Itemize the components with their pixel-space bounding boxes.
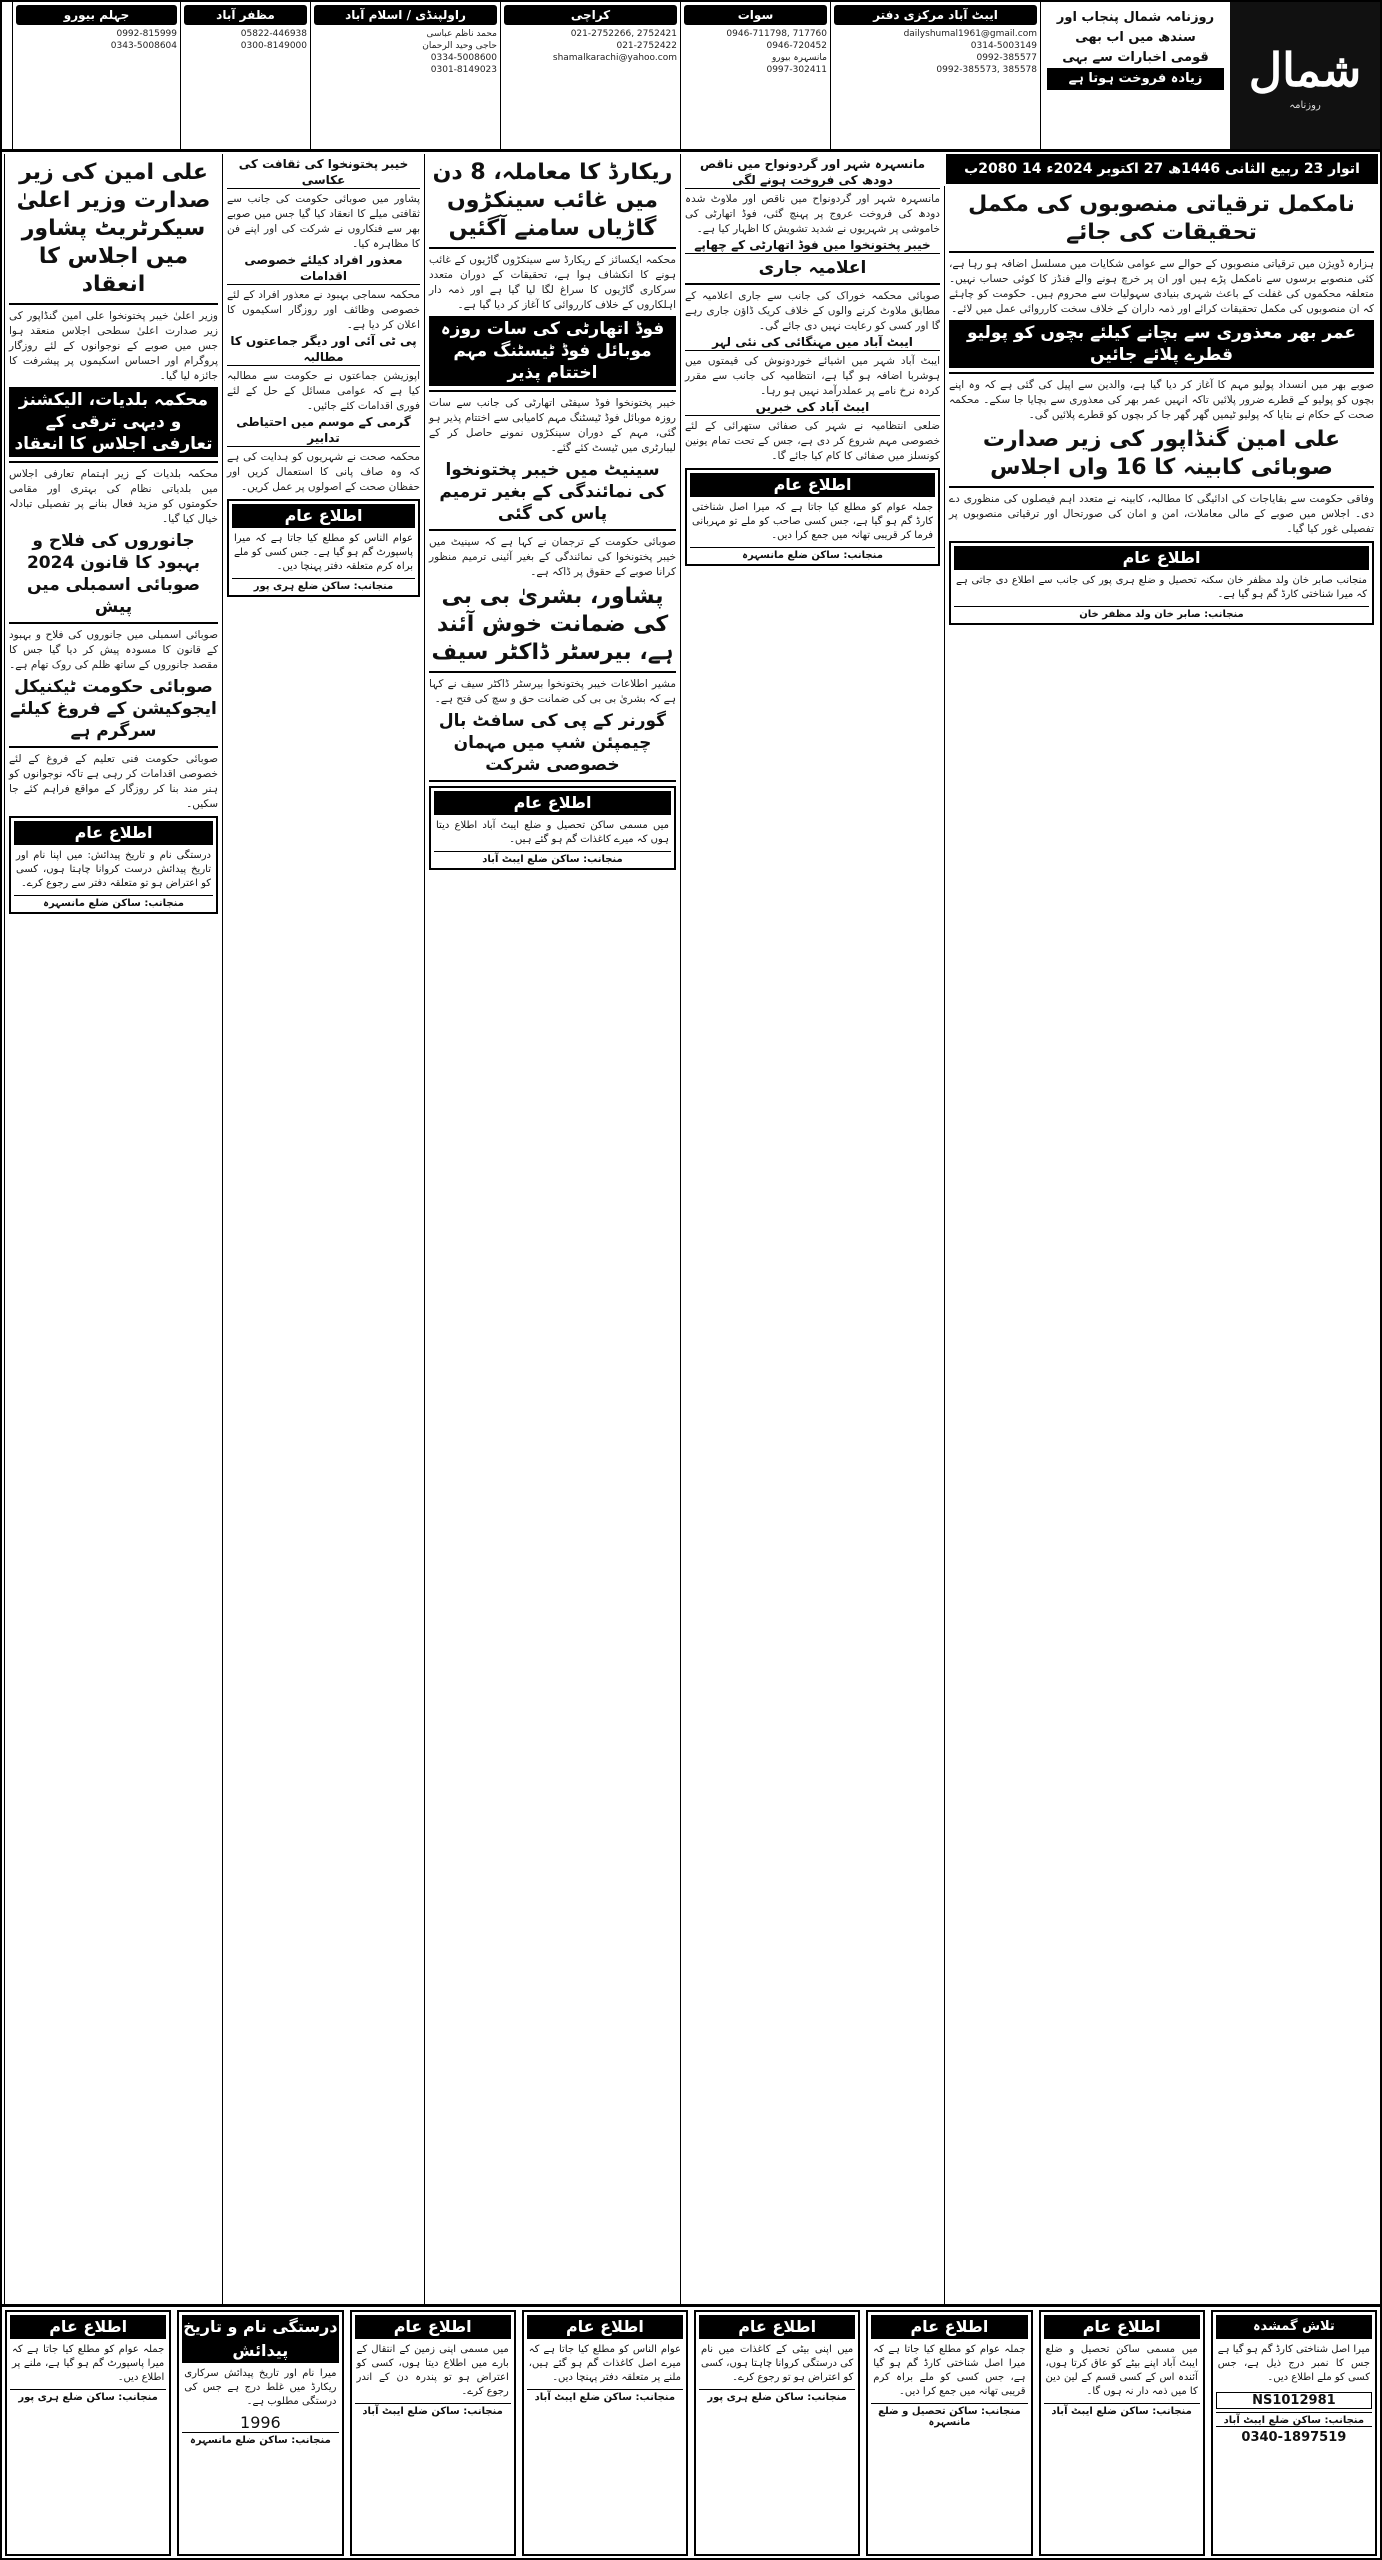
bureau-box <box>12 2 180 149</box>
article-body: ضلعی انتظامیہ نے شہر کی صفائی ستھرائی کے لئے خصوصی مہم شروع کر دی ہے، جس کے تحت تمام یونین کونسلز میں صفائی کا کام کیا جائے گا۔ <box>685 420 940 462</box>
notice-body: عوام الناس کو مطلع کیا جاتا ہے کہ میرا پاسپورٹ گم ہو گیا ہے۔ جس کسی کو ملے براہ کرم متعلقہ دفتر پہنچا دیں۔ <box>234 533 413 572</box>
article-body: صوبائی اسمبلی میں جانوروں کی فلاح و بہبود کے قانون کا مسودہ پیش کر دیا گیا جس کا مقصد جانوروں کے ساتھ ظلم کی روک تھام ہے۔ <box>9 629 218 671</box>
article-body: وزیر اعلیٰ خیبر پختونخوا علی امین گنڈاپور کی زیر صدارت اعلیٰ سطحی اجلاس منعقد ہوا جس میں صوبے کے نوجوانوں کے لئے روزگار پروگرام اور احساس اسکیموں پر پیشرفت کا جائزہ لیا گیا۔ <box>9 310 218 382</box>
notice-title: اطلاع عام <box>699 2315 855 2339</box>
headline: عمر بھر معذوری سے بچانے کیلئے بچوں کو پولیو قطرے پلائے جائیں <box>949 320 1374 368</box>
article-body: وفاقی حکومت سے بقایاجات کی ادائیگی کا مطالبہ، کابینہ نے متعدد اہم فیصلوں کی منظوری دے دی۔ اجلاس میں صوبے کے مالی معاملات، امن و امان کی صورتحال اور ترقیاتی منصوبوں پر تفصیلی غور کیا گیا۔ <box>949 493 1374 535</box>
divider <box>685 283 940 285</box>
bureau-contact-line: 0334-5008600 <box>430 53 497 63</box>
notice-signature: منجانب: ساکن ضلع ہری پور <box>232 578 415 592</box>
divider <box>429 247 676 249</box>
motto-box <box>1040 2 1230 149</box>
notice-body: میں مسمی ساکن تحصیل و ضلع ایبٹ آباد اطلاع دیتا ہوں کہ میرے کاغذات گم ہو گئے ہیں۔ <box>436 820 669 845</box>
bureau-contact-line: 0300-8149000 <box>240 41 307 51</box>
notice-title: اطلاع عام <box>954 546 1369 570</box>
notice-box <box>949 541 1374 625</box>
notice-signature: منجانب: ساکن ضلع مانسہرہ <box>690 547 935 561</box>
headline: علی امین کی زیر صدارت وزیر اعلیٰ سیکرٹریٹ پشاور میں اجلاس کا انعقاد <box>16 160 211 297</box>
bureau-contact-line: محمد ناظم عباسی <box>426 29 497 39</box>
headline: محکمہ بلدیات، الیکشنز و دیہی ترقی کے تعارفی اجلاس کا انعقاد <box>9 387 218 457</box>
bureau-title: ایبٹ آباد مرکزی دفتر <box>834 5 1037 25</box>
bureau-contact-line: 0946-720452 <box>766 41 827 51</box>
subheadline: خیبر پختونخوا میں فوڈ اتھارٹی کے چھاپے <box>685 237 940 254</box>
notice-body: جملہ عوام کو مطلع کیا جاتا ہے کہ میرا اصل شناختی کارڈ گم ہو گیا ہے، جس کسی کو ملے براہ کرم قریبی تھانہ میں جمع کرا دیں۔ <box>873 2344 1026 2397</box>
notice-title: اطلاع عام <box>355 2315 511 2339</box>
article-body: صوبائی حکومت فنی تعلیم کے فروغ کے لئے خصوصی اقدامات کر رہی ہے تاکہ نوجوانوں کو ہنر مند بنا کر روزگار کے مواقع فراہم کئے جا سکیں۔ <box>9 753 218 810</box>
notice-box <box>227 499 420 597</box>
headline: اعلامیہ جاری <box>758 258 867 278</box>
subheadline: مانسہرہ شہر اور گردونواح میں ناقص دودھ کی فروخت ہونے لگی <box>685 156 940 189</box>
notice-box <box>9 816 218 914</box>
subheadline: معذور افراد کیلئے خصوصی اقدامات <box>227 252 420 285</box>
notice-body: درستگی نام و تاریخ پیدائش: میں اپنا نام اور تاریخ پیدائش درست کروانا چاہتا ہوں، کسی کو اعتراض ہو تو متعلقہ دفتر سے رجوع کرے۔ <box>16 850 211 889</box>
classified-notice <box>5 2310 171 2556</box>
bureau-contact-line: 0992-385577 <box>976 53 1037 63</box>
subheadline: گرمی کے موسم میں احتیاطی تدابیر <box>227 414 420 447</box>
motto-line: سندھ میں اب بھی <box>1075 30 1196 45</box>
headline: پشاور، بشریٰ بی بی کی ضمانت خوش آئند ہے، بیرسٹر ڈاکٹر سیف <box>431 584 674 665</box>
article-body: مانسہرہ شہر اور گردونواح میں ناقص اور ملاوٹ شدہ دودھ کی فروخت عروج پر پہنچ گئی، فوڈ اتھارٹی کی خاموشی پر شہریوں نے شدید تشویش کا اظہار کیا ہے۔ <box>685 193 940 235</box>
article-body: پشاور میں صوبائی حکومت کی جانب سے ثقافتی میلے کا انعقاد کیا گیا جس میں صوبے بھر سے فنکاروں نے شرکت کی اور اپنے فن کا مظاہرہ کیا۔ <box>227 193 420 250</box>
notice-number: 1996 <box>240 2413 281 2432</box>
subheadline: ایبٹ آباد کی خبریں <box>685 399 940 416</box>
notice-number: NS1012981 <box>1216 2392 1372 2409</box>
classified-notice <box>350 2310 516 2556</box>
bureau-contact-line: 021-2752266, 2752421 <box>570 29 677 39</box>
notice-signature: منجانب: صابر خان ولد مظفر خان <box>954 606 1369 620</box>
notice-body: عوام الناس کو مطلع کیا جاتا ہے کہ میرے اصل کاغذات گم ہو گئے ہیں، ملنے پر متعلقہ دفتر پہنچا دیں۔ <box>528 2344 681 2383</box>
notice-body: میں مسمی ساکن تحصیل و ضلع ایبٹ آباد اپنے بیٹے کو عاق کرتا ہوں، آئندہ اس کے کسی قسم کے لین دین کا میں ذمہ دار نہ ہوں گا۔ <box>1045 2344 1198 2397</box>
classified-notice <box>522 2310 688 2556</box>
divider <box>429 529 676 531</box>
classified-notice <box>694 2310 860 2556</box>
article-body: صوبے بھر میں انسداد پولیو مہم کا آغاز کر دیا گیا ہے، والدین سے اپیل کی گئی ہے کہ وہ اپنے بچوں کو پولیو کے قطرے ضرور پلائیں تاکہ انہیں عمر بھر کی معذوری سے بچایا جا سکے۔ محکمہ صحت کے حکام نے بتایا کہ پولیو ٹیمیں گھر گھر جا کر بچوں کو قطرے پلائیں گی۔ <box>949 379 1374 421</box>
headline: نامکمل ترقیاتی منصوبوں کی مکمل تحقیقات کی جائے <box>968 192 1355 245</box>
notice-body: میرا نام اور تاریخ پیدائش سرکاری ریکارڈ میں غلط درج ہے جس کی درستگی مطلوب ہے۔ <box>184 2368 337 2407</box>
bureau-contact-line: 0992-815999 <box>116 29 177 39</box>
notice-body: جملہ عوام کو مطلع کیا جاتا ہے کہ میرا اصل شناختی کارڈ گم ہو گیا ہے، جس کسی صاحب کو ملے تو مہربانی فرما کر قریبی تھانہ میں جمع کرا دیں۔ <box>692 502 933 541</box>
motto-line: روزنامہ شمال پنجاب اور <box>1056 10 1215 25</box>
news-column <box>680 154 944 2304</box>
subheadline: ایبٹ آباد میں مہنگائی کی نئی لہر <box>685 334 940 351</box>
subheadline: خیبر پختونخوا کی ثقافت کی عکاسی <box>227 156 420 189</box>
notice-signature: منجانب: ساکن ضلع ایبٹ آباد <box>527 2389 683 2403</box>
article-body: محکمہ سماجی بہبود نے معذور افراد کے لئے خصوصی وظائف اور روزگار اسکیموں کا اعلان کر دیا ہے۔ <box>227 289 420 331</box>
bottom-ads-row <box>2 2304 1380 2560</box>
news-column <box>222 154 424 2304</box>
notice-title: اطلاع عام <box>871 2315 1027 2339</box>
notice-body: میں مسمی اپنی زمین کے انتقال کے بارے میں اطلاع دیتا ہوں، کسی کو اعتراض ہو تو پندرہ دن کے اندر رجوع کرے۔ <box>356 2344 509 2397</box>
logo-subtitle: روزنامہ <box>1289 100 1321 111</box>
bureau-contact-line: 0992-385573, 385578 <box>936 65 1037 75</box>
classified-notice <box>866 2310 1032 2556</box>
divider <box>9 303 218 305</box>
notice-signature: منجانب: ساکن ضلع ہری پور <box>699 2389 855 2403</box>
bureau-box <box>180 2 310 149</box>
bureau-contact-line: dailyshumal1961@gmail.com <box>903 29 1037 39</box>
divider <box>949 486 1374 488</box>
notice-title: درستگی نام و تاریخ پیدائش <box>182 2315 338 2363</box>
divider <box>9 461 218 463</box>
bureau-title: کراچی <box>504 5 677 25</box>
bureau-contact-line: 0997-302411 <box>766 65 827 75</box>
headline: جانوروں کی فلاح و بہبود کا قانون 2024 صوبائی اسمبلی میں پیش <box>26 531 201 617</box>
article-body: محکمہ صحت نے شہریوں کو ہدایت کی ہے کہ وہ صاف پانی کا استعمال کریں اور حفظان صحت کے اصولوں پر عمل کریں۔ <box>227 451 420 493</box>
article-body: محکمہ بلدیات کے زیر اہتمام تعارفی اجلاس میں بلدیاتی نظام کی بہتری اور مقامی حکومتوں کو مزید فعال بنانے پر تفصیلی تبادلہ خیال کیا گیا۔ <box>9 468 218 525</box>
headline: ریکارڈ کا معاملہ، 8 دن میں غائب سینکڑوں گاڑیاں سامنے آگئیں <box>432 160 673 241</box>
bureau-contact-line: 0946-711798, 717760 <box>726 29 827 39</box>
notice-body: میں اپنی بیٹی کے کاغذات میں نام کی درستگی کروانا چاہتا ہوں، کسی کو اعتراض ہو تو رجوع کرے۔ <box>701 2344 854 2383</box>
masthead <box>2 2 1380 152</box>
notice-title: اطلاع عام <box>232 504 415 528</box>
divider <box>9 622 218 624</box>
news-column <box>424 154 680 2304</box>
notice-signature: منجانب: ساکن ضلع ایبٹ آباد <box>434 851 671 865</box>
newspaper-logo: شمال <box>1248 43 1362 97</box>
bureau-title: سوات <box>684 5 827 25</box>
notice-box <box>685 468 940 566</box>
article-body: اپوزیشن جماعتوں نے حکومت سے مطالبہ کیا ہے کہ عوامی مسائل کے حل کے لئے فوری اقدامات کئے جائیں۔ <box>227 370 420 412</box>
notice-signature: منجانب: ساکن تحصیل و ضلع مانسہرہ <box>871 2403 1027 2428</box>
bureau-contact-line: 0343-5008604 <box>110 41 177 51</box>
notice-signature: منجانب: ساکن ضلع مانسہرہ <box>182 2432 338 2446</box>
notice-title: تلاش گمشدہ <box>1216 2315 1372 2339</box>
news-column <box>944 186 1378 2304</box>
article-body: محکمہ ایکسائز کے ریکارڈ سے سینکڑوں گاڑیوں کے غائب ہونے کا انکشاف ہوا ہے، تحقیقات کے دوران متعدد سرکاری گاڑیوں کا سراغ لگا لیا گیا ہے اور ذمہ دار اہلکاروں کے خلاف کارروائی کا آغاز کر دیا گیا ہے۔ <box>429 254 676 311</box>
notice-title: اطلاع عام <box>14 821 213 845</box>
notice-signature: منجانب: ساکن ضلع مانسہرہ <box>14 895 213 909</box>
subheadline: پی ٹی آئی اور دیگر جماعتوں کا مطالبہ <box>227 333 420 366</box>
bureau-contact-line: حاجی وحید الرحمان <box>422 41 497 51</box>
bureau-contact-line: 0314-5003149 <box>970 41 1037 51</box>
notice-signature: منجانب: ساکن ضلع ایبٹ آباد <box>355 2403 511 2417</box>
notice-signature: منجانب: ساکن ضلع ایبٹ آباد <box>1216 2412 1372 2426</box>
headline: علی امین گنڈاپور کی زیر صدارت صوبائی کابینہ کا 16 واں اجلاس <box>982 427 1341 480</box>
notice-title: اطلاع عام <box>527 2315 683 2339</box>
headline: گورنر کے پی کی سافٹ بال چیمپئن شپ میں مہمان خصوصی شرکت <box>438 711 667 775</box>
headline: فوڈ اتھارٹی کی سات روزہ موبائل فوڈ ٹیسٹنگ مہم اختتام پذیر <box>429 316 676 386</box>
notice-phone: 0340-1897519 <box>1216 2426 1372 2445</box>
notice-signature: منجانب: ساکن ضلع ہری پور <box>10 2389 166 2403</box>
notice-body: جملہ عوام کو مطلع کیا جاتا ہے کہ میرا پاسپورٹ گم ہو گیا ہے، ملنے پر اطلاع دیں۔ <box>12 2344 165 2383</box>
bureau-contact-line: shamalkarachi@yahoo.com <box>552 53 677 63</box>
headline: صوبائی حکومت ٹیکنیکل ایجوکیشن کے فروغ کیلئے سرگرم ہے <box>10 677 217 741</box>
bureau-contact-line: 021-2752422 <box>616 41 677 51</box>
divider <box>429 780 676 782</box>
divider <box>9 746 218 748</box>
motto-line: قومی اخبارات سے بہی <box>1062 50 1209 65</box>
divider <box>429 671 676 673</box>
notice-body: میرا اصل شناختی کارڈ گم ہو گیا ہے جس کا نمبر درج ذیل ہے، جس کسی کو ملے اطلاع دیں۔ <box>1217 2344 1370 2383</box>
news-column <box>4 154 222 2304</box>
bureau-contact-line: 05822-446938 <box>240 29 307 39</box>
bureau-box <box>830 2 1040 149</box>
notice-title: اطلاع عام <box>1044 2315 1200 2339</box>
article-body: خیبر پختونخوا فوڈ سیفٹی اتھارٹی کی جانب سے سات روزہ موبائل فوڈ ٹیسٹنگ مہم کامیابی سے اختتام پذیر ہو گئی، مہم کے دوران سینکڑوں نمونے حاصل کر کے لیبارٹری میں ٹیسٹ کئے گئے۔ <box>429 397 676 454</box>
classified-notice <box>177 2310 343 2556</box>
classified-notice <box>1039 2310 1205 2556</box>
notice-title: اطلاع عام <box>690 473 935 497</box>
bureau-contact-line: 0301-8149023 <box>430 65 497 75</box>
motto-line: زیادہ فروخت ہوتا ہے <box>1047 68 1224 90</box>
notice-title: اطلاع عام <box>10 2315 166 2339</box>
notice-body: منجانب صابر خان ولد مظفر خان سکنہ تحصیل و ضلع ہری پور کی جانب سے اطلاع دی جاتی ہے کہ میرا شناختی کارڈ گم ہو گیا ہے۔ <box>956 575 1367 600</box>
classified-notice <box>1211 2310 1377 2556</box>
headline: سینیٹ میں خیبر پختونخوا کی نمائندگی کے بغیر ترمیم پاس کی گئی <box>439 460 666 524</box>
bureau-title: راولپنڈی / اسلام آباد <box>314 5 497 25</box>
bureau-box <box>310 2 500 149</box>
article-body: ہزارہ ڈویژن میں ترقیاتی منصوبوں کے حوالے سے عوامی شکایات میں مسلسل اضافہ ہو رہا ہے، کئی منصوبے برسوں سے نامکمل پڑے ہیں اور ان پر خرچ ہونے والے فنڈز کا کوئی حساب نہیں۔ متعلقہ محکموں کی غفلت کے باعث شہری بنیادی سہولیات سے محروم ہیں۔ حکومت کو چاہئے کہ ان منصوبوں کی مکمل تحقیقات کرائے اور ذمہ داران کے خلاف سخت کارروائی عمل میں لائے۔ <box>949 258 1374 315</box>
notice-signature: منجانب: ساکن ضلع ایبٹ آباد <box>1044 2403 1200 2417</box>
bureau-box <box>500 2 680 149</box>
bureau-strip <box>2 2 1040 149</box>
notice-title: اطلاع عام <box>434 791 671 815</box>
notice-box <box>429 786 676 870</box>
divider <box>949 372 1374 374</box>
bureau-box <box>680 2 830 149</box>
article-body: صوبائی حکومت کے ترجمان نے کہا ہے کہ سینیٹ میں خیبر پختونخوا کی نمائندگی کے بغیر آئینی ترمیم منظور کرانا صوبے کے حقوق پر ڈاکہ ہے۔ <box>429 536 676 578</box>
bureau-title: جہلم بیورو <box>16 5 177 25</box>
article-body: مشیر اطلاعات خیبر پختونخوا بیرسٹر ڈاکٹر سیف نے کہا ہے کہ بشریٰ بی بی کی ضمانت حق و سچ کی فتح ہے۔ <box>429 678 676 705</box>
bureau-title: مظفر آباد <box>184 5 307 25</box>
article-body: ایبٹ آباد شہر میں اشیائے خوردونوش کی قیمتوں میں ہوشربا اضافہ ہو گیا ہے، انتظامیہ کی جانب سے مقرر کردہ نرخ نامے پر عملدرآمد نہیں ہو رہا۔ <box>685 355 940 397</box>
bureau-contact-line: مانسہرہ بیورو <box>771 53 827 63</box>
divider <box>429 390 676 392</box>
article-body: صوبائی محکمہ خوراک کی جانب سے جاری اعلامیہ کے مطابق ملاوٹ کرنے والوں کے خلاف کریک ڈاؤن جاری رہے گا اور کسی کو رعایت نہیں دی جائے گی۔ <box>685 290 940 332</box>
divider <box>949 251 1374 253</box>
logo-box <box>1230 2 1380 149</box>
dateline: اتوار 23 ربیع الثانی 1446ھ 27 اکتوبر 2024ء 14 2080ب <box>946 154 1378 184</box>
